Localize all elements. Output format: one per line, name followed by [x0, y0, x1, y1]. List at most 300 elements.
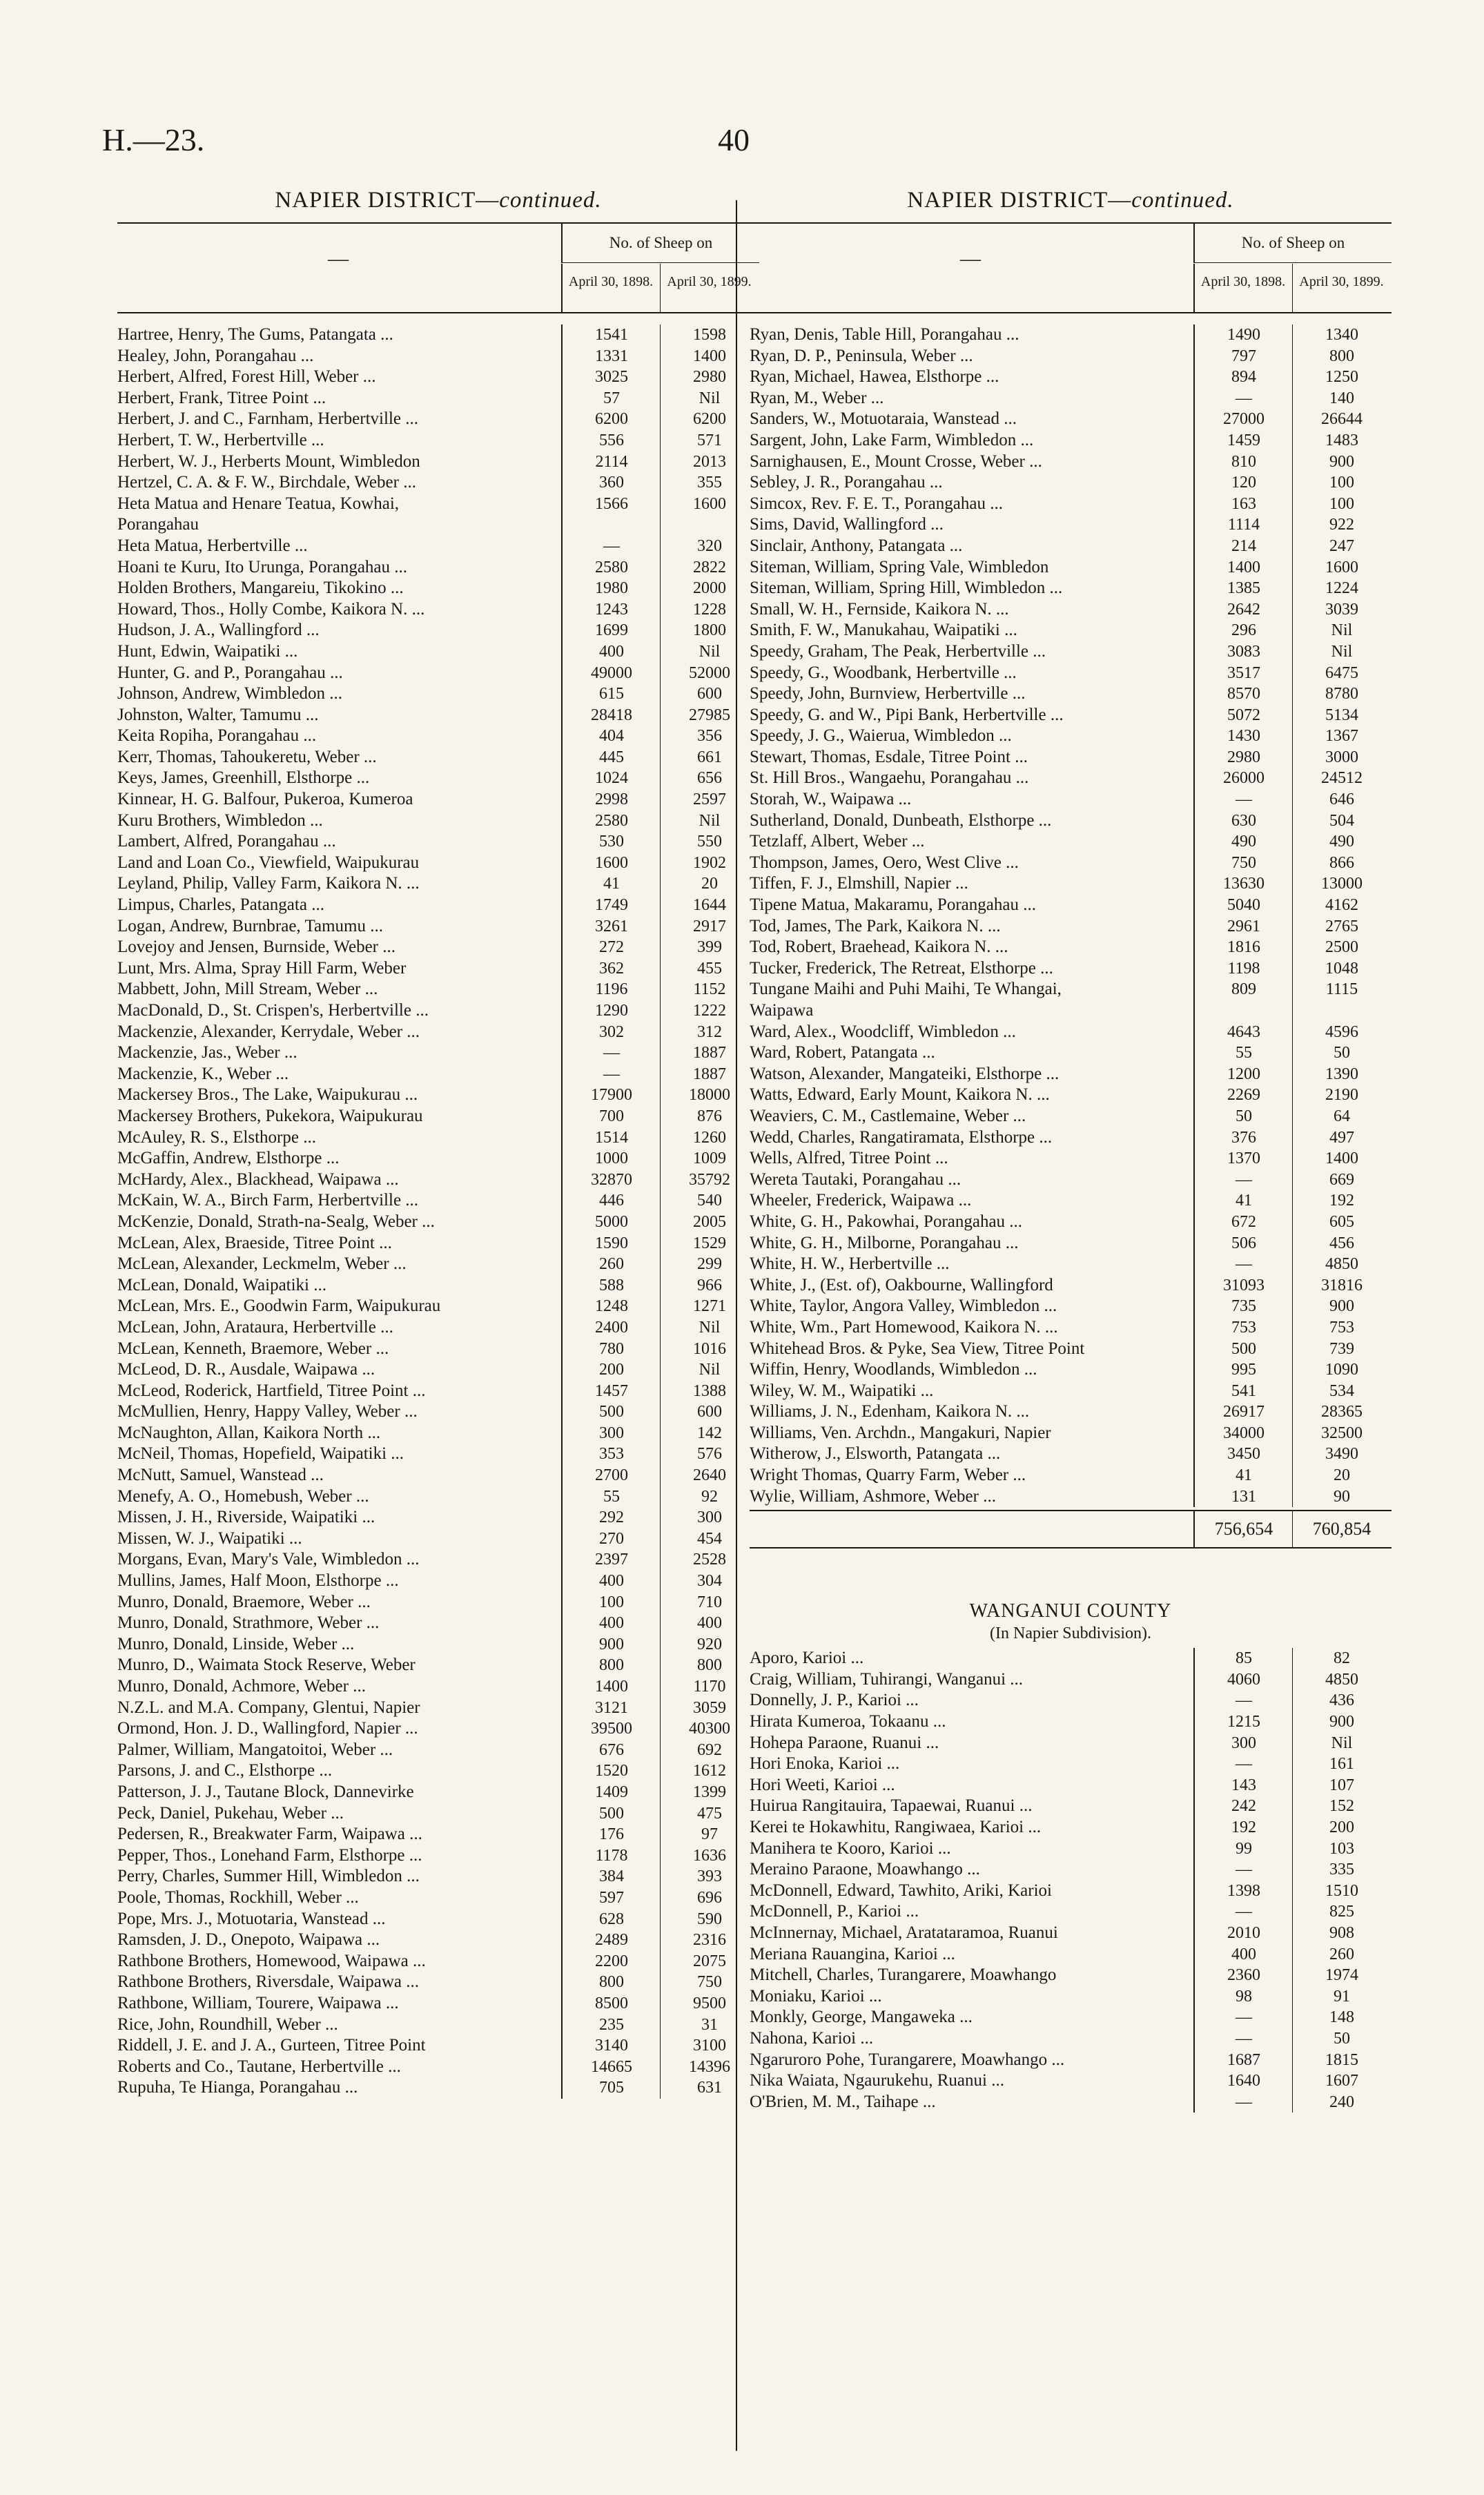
sheep-1898: 292 — [561, 1507, 661, 1528]
sheep-1898: 530 — [561, 831, 661, 853]
table-row — [750, 1381, 1392, 1402]
sheep-1898: 1178 — [561, 1845, 661, 1867]
owner-name: Hartree, Henry, The Gums, Patangata ... — [117, 325, 393, 344]
sheep-1898: 1196 — [561, 979, 661, 1000]
table-row — [750, 1775, 1392, 1796]
owner-name: Monkly, George, Mangaweka ... — [750, 2008, 973, 2027]
sheep-1899: 14396 — [660, 2057, 759, 2078]
owner-name: Wells, Alfred, Titree Point ... — [750, 1149, 948, 1168]
owner-name: Meriana Rauangina, Karioi ... — [750, 1944, 955, 1963]
sheep-1899: Nil — [660, 1359, 759, 1381]
sheep-1899: 35792 — [660, 1169, 759, 1191]
table-row — [750, 810, 1392, 832]
table-row — [750, 578, 1392, 599]
table-row — [750, 2070, 1392, 2092]
sheep-1898: 556 — [561, 430, 661, 452]
sheep-1898: 1699 — [561, 620, 661, 641]
sheep-1899: 393 — [660, 1866, 759, 1887]
sheep-1898: 995 — [1193, 1359, 1293, 1381]
owner-name: Speedy, G., Woodbank, Herbertville ... — [750, 663, 1017, 682]
sheep-1898: 1331 — [561, 346, 661, 367]
table-row — [750, 1796, 1392, 1817]
table-row — [750, 895, 1392, 916]
sheep-1899: 20 — [1292, 1465, 1391, 1486]
sheep-1898: 3025 — [561, 367, 661, 388]
table-row — [117, 472, 759, 494]
table-row — [750, 1648, 1392, 1669]
table-row — [117, 916, 759, 938]
sheep-1899: 1340 — [1292, 324, 1391, 346]
owner-name: McDonnell, Edward, Tawhito, Ariki, Karioi — [750, 1881, 1052, 1900]
table-row — [750, 1817, 1392, 1838]
sheep-1899: 6475 — [1292, 663, 1391, 684]
table-row — [117, 1401, 759, 1423]
owner-name: Morgans, Evan, Mary's Vale, Wimbledon ... — [117, 1550, 420, 1569]
table-row — [750, 683, 1392, 705]
owner-name: Tipene Matua, Makaramu, Porangahau ... — [750, 895, 1036, 915]
sheep-1899: 97 — [660, 1824, 759, 1845]
owner-name: Johnson, Andrew, Wimbledon ... — [117, 684, 343, 703]
owner-name: Sarnighausen, E., Mount Crosse, Weber ... — [750, 452, 1042, 471]
table-row — [117, 1423, 759, 1444]
sheep-1898: 1370 — [1193, 1148, 1293, 1169]
sheep-1899: 605 — [1292, 1212, 1391, 1233]
table-row — [117, 1190, 759, 1212]
sheep-1899: 335 — [1292, 1859, 1391, 1881]
sheep-1898: 3083 — [1193, 641, 1293, 663]
table-row — [117, 705, 759, 726]
sheep-1899: 1400 — [660, 346, 759, 367]
sheep-1899: 40300 — [660, 1718, 759, 1740]
owner-name: Leyland, Philip, Valley Farm, Kaikora N. ... — [117, 874, 420, 893]
sheep-1899: 497 — [1292, 1127, 1391, 1149]
sheep-1898: 404 — [561, 726, 661, 747]
sheep-1898: 31093 — [1193, 1275, 1293, 1297]
owner-name: Kuru Brothers, Wimbledon ... — [117, 810, 323, 830]
owner-name: Ramsden, J. D., Onepoto, Waipawa ... — [117, 1930, 380, 1950]
sheep-1898: 242 — [1193, 1796, 1293, 1817]
owner-name: Nahona, Karioi ... — [750, 2028, 874, 2048]
sheep-1899: 1644 — [660, 895, 759, 916]
table-row — [750, 494, 1392, 515]
sheep-1899: 82 — [1292, 1648, 1391, 1669]
owner-name: Sutherland, Donald, Dunbeath, Elsthorpe ... — [750, 810, 1052, 830]
sheep-1898: 506 — [1193, 1233, 1293, 1254]
owner-name: McAuley, R. S., Elsthorpe ... — [117, 1127, 316, 1147]
table-row — [117, 1254, 759, 1275]
table-row — [750, 1190, 1392, 1212]
owner-name: McMullien, Henry, Happy Valley, Weber ... — [117, 1402, 418, 1421]
sheep-1898: 34000 — [1193, 1423, 1293, 1444]
page-reference: H.—23. — [102, 122, 205, 157]
sheep-1899: 920 — [660, 1634, 759, 1656]
sheep-1898: 5040 — [1193, 895, 1293, 916]
table-row — [117, 578, 759, 599]
table-row — [750, 324, 1392, 346]
table-row — [750, 1423, 1392, 1444]
sheep-1899: 4850 — [1292, 1669, 1391, 1691]
sheep-1899: 1367 — [1292, 726, 1391, 747]
table-row — [750, 1965, 1392, 1986]
sheep-1898: 2200 — [561, 1951, 661, 1972]
table-row — [117, 1803, 759, 1825]
owner-name: Holden Brothers, Mangareiu, Tikokino ... — [117, 579, 404, 598]
table-row — [117, 1359, 759, 1381]
owner-name: Huirua Rangitauira, Tapaewai, Ruanui ... — [750, 1796, 1033, 1816]
table-row — [117, 1613, 759, 1634]
sheep-1898: 1400 — [1193, 557, 1293, 579]
header-group: No. of Sheep on — [1193, 224, 1392, 263]
wanganui-table-body — [750, 1648, 1392, 2113]
sheep-1899: 739 — [1292, 1339, 1391, 1360]
owner-name: Wright Thomas, Quarry Farm, Weber ... — [750, 1466, 1026, 1485]
owner-name: Wylie, William, Ashmore, Weber ... — [750, 1486, 996, 1506]
sheep-1899: 1048 — [1292, 958, 1391, 980]
owner-name: Rathbone, William, Tourere, Waipawa ... — [117, 1993, 399, 2012]
sheep-1899: 107 — [1292, 1775, 1391, 1796]
sheep-1899: Nil — [660, 641, 759, 663]
table-row — [117, 346, 759, 367]
sheep-1899: 64 — [1292, 1106, 1391, 1127]
sheep-1899: 696 — [660, 1887, 759, 1909]
sheep-1899: 900 — [1292, 1296, 1391, 1317]
sheep-1898: — — [1193, 1754, 1293, 1775]
sheep-1898: 2980 — [1193, 747, 1293, 768]
sheep-1898: 1980 — [561, 578, 661, 599]
owner-name: Aporo, Karioi ... — [750, 1649, 864, 1668]
owner-name: McLean, Alex, Braeside, Titree Point ... — [117, 1233, 392, 1252]
sheep-1899: 908 — [1292, 1923, 1391, 1944]
owner-name: Stewart, Thomas, Esdale, Titree Point ... — [750, 747, 1028, 766]
sheep-1898: 2998 — [561, 789, 661, 810]
table-row — [750, 346, 1392, 367]
table-row — [750, 557, 1392, 579]
owner-name: Thompson, James, Oero, West Clive ... — [750, 853, 1019, 872]
sheep-1898: — — [1193, 2007, 1293, 2028]
sheep-1899: 3100 — [660, 2035, 759, 2057]
sheep-1898: 14665 — [561, 2057, 661, 2078]
sheep-1898: 700 — [561, 1106, 661, 1127]
owner-name: Mabbett, John, Mill Stream, Weber ... — [117, 980, 378, 999]
owner-name: Rathbone Brothers, Riversdale, Waipawa ... — [117, 1972, 419, 1992]
sheep-1899: 240 — [1292, 2092, 1391, 2113]
sheep-1899: 1887 — [660, 1064, 759, 1085]
sheep-1898: 2489 — [561, 1930, 661, 1951]
sheep-1898: 1687 — [1193, 2050, 1293, 2071]
sheep-1898: 41 — [1193, 1465, 1293, 1486]
table-row — [117, 1634, 759, 1656]
sheep-1898: 1749 — [561, 895, 661, 916]
owner-name: Ryan, Michael, Hawea, Elsthorpe ... — [750, 367, 999, 387]
sheep-1899: 399 — [660, 937, 759, 958]
sheep-1899: 2528 — [660, 1549, 759, 1571]
sheep-1899: 2500 — [1292, 937, 1391, 958]
table-row — [750, 641, 1392, 663]
table-row — [117, 979, 759, 1000]
sheep-1898: 1385 — [1193, 578, 1293, 599]
table-row — [750, 1444, 1392, 1465]
sheep-1898: 49000 — [561, 663, 661, 684]
sheep-1898: 1490 — [1193, 324, 1293, 346]
table-row — [750, 1944, 1392, 1965]
owner-name: Poole, Thomas, Rockhill, Weber ... — [117, 1887, 359, 1907]
table-row — [750, 2007, 1392, 2028]
owner-name: Mackersey Brothers, Pukekora, Waipukurau — [117, 1106, 423, 1125]
owner-name: Roberts and Co., Tautane, Herbertville ... — [117, 2057, 401, 2076]
sheep-1898: 1409 — [561, 1782, 661, 1803]
table-row — [117, 1993, 759, 2015]
table-row — [117, 853, 759, 874]
sheep-1899: 1388 — [660, 1381, 759, 1402]
sheep-1898: 630 — [1193, 810, 1293, 832]
sheep-1898: 41 — [1193, 1190, 1293, 1212]
sheep-1898: 1816 — [1193, 937, 1293, 958]
sheep-1899: 1271 — [660, 1296, 759, 1317]
total-1899: 760,854 — [1292, 1511, 1391, 1547]
sheep-1899: 1224 — [1292, 578, 1391, 599]
sheep-1898: 750 — [1193, 853, 1293, 874]
sheep-1898: 5072 — [1193, 705, 1293, 726]
sheep-1898: 163 — [1193, 494, 1293, 515]
sheep-1898: 362 — [561, 958, 661, 980]
sheep-1899: 1399 — [660, 1782, 759, 1803]
owner-name: Missen, J. H., Riverside, Waipatiki ... — [117, 1508, 375, 1527]
sheep-1899: 13000 — [1292, 873, 1391, 895]
table-row — [117, 958, 759, 980]
sheep-1898: 900 — [561, 1634, 661, 1656]
sheep-1898: 1590 — [561, 1233, 661, 1254]
owner-name: O'Brien, M. M., Taihape ... — [750, 2092, 936, 2111]
table-row — [117, 388, 759, 409]
sheep-1898: 1520 — [561, 1760, 661, 1782]
right-column — [750, 185, 1392, 2113]
table-row — [750, 1317, 1392, 1339]
owner-name: Munro, Donald, Linside, Weber ... — [117, 1634, 355, 1653]
owner-name: Perry, Charles, Summer Hill, Wimbledon ... — [117, 1867, 420, 1886]
owner-name: McLeod, Roderick, Hartfield, Titree Point ... — [117, 1381, 426, 1400]
owner-name: Howard, Thos., Holly Combe, Kaikora N. ... — [117, 599, 425, 619]
sheep-1898: 541 — [1193, 1381, 1293, 1402]
sheep-1898: 8570 — [1193, 683, 1293, 705]
owner-name: Nika Waiata, Ngaurukehu, Ruanui ... — [750, 2071, 1004, 2090]
sheep-1898: 26917 — [1193, 1401, 1293, 1423]
owner-name: McLeod, D. R., Ausdale, Waipawa ... — [117, 1360, 375, 1379]
sheep-1898: 490 — [1193, 831, 1293, 853]
owner-name: Sims, David, Wallingford ... — [750, 515, 944, 534]
table-row — [117, 1148, 759, 1169]
sheep-1898: 400 — [561, 641, 661, 663]
sheep-1898: 800 — [561, 1972, 661, 1993]
owner-name: Sinclair, Anthony, Patangata ... — [750, 536, 963, 555]
sheep-1898: 1198 — [1193, 958, 1293, 980]
sheep-1899: 161 — [1292, 1754, 1391, 1775]
table-row — [117, 1592, 759, 1613]
table-row — [117, 1824, 759, 1845]
sheep-1898: 2700 — [561, 1465, 661, 1486]
table-row — [117, 1064, 759, 1085]
owner-name: Speedy, J. G., Waierua, Wimbledon ... — [750, 726, 1012, 746]
sheep-1899: 2316 — [660, 1930, 759, 1951]
sheep-1899: 2980 — [660, 367, 759, 388]
table-row — [750, 1233, 1392, 1254]
sheep-1898: 3517 — [1193, 663, 1293, 684]
sheep-1899: 900 — [1292, 452, 1391, 473]
owner-name: Tetzlaff, Albert, Weber ... — [750, 832, 925, 851]
owner-name: Patterson, J. J., Tautane Block, Dannevirke — [117, 1782, 414, 1801]
sheep-1899: 600 — [660, 683, 759, 705]
owner-name: Munro, D., Waimata Stock Reserve, Weber — [117, 1656, 416, 1675]
table-row — [117, 599, 759, 621]
table-row — [117, 1698, 759, 1719]
sheep-1898: 1200 — [1193, 1064, 1293, 1085]
table-row — [750, 1212, 1392, 1233]
owner-name: Porangahau — [117, 515, 199, 534]
header-col-1899: April 30, 1899. — [660, 264, 758, 312]
table-row — [750, 937, 1392, 958]
sheep-1899: 312 — [660, 1022, 759, 1043]
table-row — [750, 1000, 1392, 1022]
sheep-1898: 4643 — [1193, 1022, 1293, 1043]
table-row — [117, 810, 759, 832]
sheep-1899: 1009 — [660, 1148, 759, 1169]
owner-name: Healey, John, Porangahau ... — [117, 346, 314, 365]
owner-name: Hori Enoka, Karioi ... — [750, 1754, 900, 1774]
sheep-1898: 1000 — [561, 1148, 661, 1169]
table-row — [750, 1064, 1392, 1085]
sheep-1899: 355 — [660, 472, 759, 494]
sheep-1898: 272 — [561, 937, 661, 958]
owner-name: Speedy, G. and W., Pipi Bank, Herbertville ... — [750, 705, 1064, 724]
sheep-1898: 302 — [561, 1022, 661, 1043]
owner-name: Wheeler, Frederick, Waipawa ... — [750, 1191, 972, 1210]
table-row — [117, 1381, 759, 1402]
table-row — [117, 494, 759, 515]
owner-name: Whitehead Bros. & Pyke, Sea View, Titree Point — [750, 1339, 1085, 1358]
owner-name: Craig, William, Tuhirangi, Wanganui ... — [750, 1669, 1024, 1689]
sheep-1899: 192 — [1292, 1190, 1391, 1212]
sheep-1899: 2917 — [660, 916, 759, 938]
owner-name: McNutt, Samuel, Wanstead ... — [117, 1466, 324, 1485]
sheep-1899: 550 — [660, 831, 759, 853]
table-row — [750, 2050, 1392, 2071]
table-row — [750, 2028, 1392, 2050]
sheep-1899: 1974 — [1292, 1965, 1391, 1986]
sheep-1899: 646 — [1292, 789, 1391, 810]
owner-name: Mullins, James, Half Moon, Elsthorpe ... — [117, 1571, 399, 1591]
section-title: WANGANUI COUNTY — [969, 1600, 1172, 1622]
header-dash: — — [328, 247, 349, 270]
table-row — [750, 1901, 1392, 1923]
sheep-1899: 2075 — [660, 1951, 759, 1972]
sheep-1898: 1459 — [1193, 430, 1293, 452]
sheep-1899: 50 — [1292, 2028, 1391, 2050]
owner-name: Logan, Andrew, Burnbrae, Tamumu ... — [117, 916, 383, 935]
owner-name: Ward, Alex., Woodcliff, Wimbledon ... — [750, 1022, 1016, 1041]
sheep-1898: 1248 — [561, 1296, 661, 1317]
sheep-1899: 1510 — [1292, 1881, 1391, 1902]
table-row — [117, 409, 759, 430]
sheep-1898: 2010 — [1193, 1923, 1293, 1944]
sheep-1899: 320 — [660, 536, 759, 557]
right-table-header — [750, 222, 1392, 313]
owner-name: White, G. H., Pakowhai, Porangahau ... — [750, 1212, 1023, 1231]
owner-name: Williams, J. N., Edenham, Kaikora N. ... — [750, 1402, 1030, 1421]
sheep-1899: 1483 — [1292, 430, 1391, 452]
table-row — [750, 1669, 1392, 1691]
table-row — [117, 1740, 759, 1761]
sheep-1898: 6200 — [561, 409, 661, 430]
sheep-1898: 235 — [561, 2015, 661, 2036]
sheep-1898: 2961 — [1193, 916, 1293, 938]
section-subtitle: (In Napier Subdivision). — [990, 1624, 1151, 1643]
sheep-1898: 2580 — [561, 810, 661, 832]
owner-name: Sargent, John, Lake Farm, Wimbledon ... — [750, 430, 1034, 449]
owner-name: MacDonald, D., St. Crispen's, Herbertville ... — [117, 1001, 429, 1020]
table-row — [750, 1106, 1392, 1127]
owner-name: Tungane Maihi and Puhi Maihi, Te Whangai, — [750, 980, 1062, 999]
sheep-1898: 260 — [561, 1254, 661, 1275]
table-row — [750, 831, 1392, 853]
sheep-1898: 143 — [1193, 1775, 1293, 1796]
table-row — [117, 1782, 759, 1803]
sheep-1898: 192 — [1193, 1817, 1293, 1838]
sheep-1899: 52000 — [660, 663, 759, 684]
sheep-1898: 1430 — [1193, 726, 1293, 747]
owner-name: Meraino Paraone, Moawhango ... — [750, 1860, 980, 1879]
table-row — [750, 1296, 1392, 1317]
table-row — [750, 514, 1392, 536]
sheep-1898: 800 — [561, 1655, 661, 1676]
sheep-1898: 400 — [561, 1571, 661, 1592]
sheep-1899: 966 — [660, 1275, 759, 1297]
owner-name: Herbert, Frank, Titree Point ... — [117, 388, 326, 407]
sheep-1899: 4162 — [1292, 895, 1391, 916]
sheep-1899: 2190 — [1292, 1085, 1391, 1106]
owner-name: Rice, John, Roundhill, Weber ... — [117, 2015, 338, 2034]
sheep-1898: 32870 — [561, 1169, 661, 1191]
table-row — [117, 620, 759, 641]
sheep-1899: 1529 — [660, 1233, 759, 1254]
owner-name: Keita Ropiha, Porangahau ... — [117, 726, 317, 746]
table-row — [117, 747, 759, 768]
sheep-1899: 866 — [1292, 853, 1391, 874]
table-row — [117, 1339, 759, 1360]
sheep-1899: 2822 — [660, 557, 759, 579]
sheep-1898: 1600 — [561, 853, 661, 874]
sheep-1898: 1640 — [1193, 2070, 1293, 2092]
sheep-1899: 200 — [1292, 1817, 1391, 1838]
table-row — [117, 1317, 759, 1339]
sheep-1899: 490 — [1292, 831, 1391, 853]
sheep-1899: 631 — [660, 2077, 759, 2099]
table-row — [750, 768, 1392, 789]
table-row — [750, 430, 1392, 452]
sheep-1898: 2397 — [561, 1549, 661, 1571]
sheep-1898: 597 — [561, 1887, 661, 1909]
sheep-1898: 200 — [561, 1359, 661, 1381]
owner-name: Storah, W., Waipawa ... — [750, 790, 912, 809]
owner-name: Hunter, G. and P., Porangahau ... — [117, 663, 343, 682]
sheep-1898: — — [1193, 1901, 1293, 1923]
sheep-1898: — — [561, 1064, 661, 1085]
owner-name: Siteman, William, Spring Vale, Wimbledon — [750, 557, 1049, 576]
table-row — [750, 1754, 1392, 1775]
sheep-1898: — — [1193, 1169, 1293, 1191]
table-row — [117, 663, 759, 684]
owner-name: White, H. W., Herbertville ... — [750, 1254, 950, 1274]
sheep-1899: 2640 — [660, 1465, 759, 1486]
owner-name: Heta Matua, Herbertville ... — [117, 536, 308, 555]
